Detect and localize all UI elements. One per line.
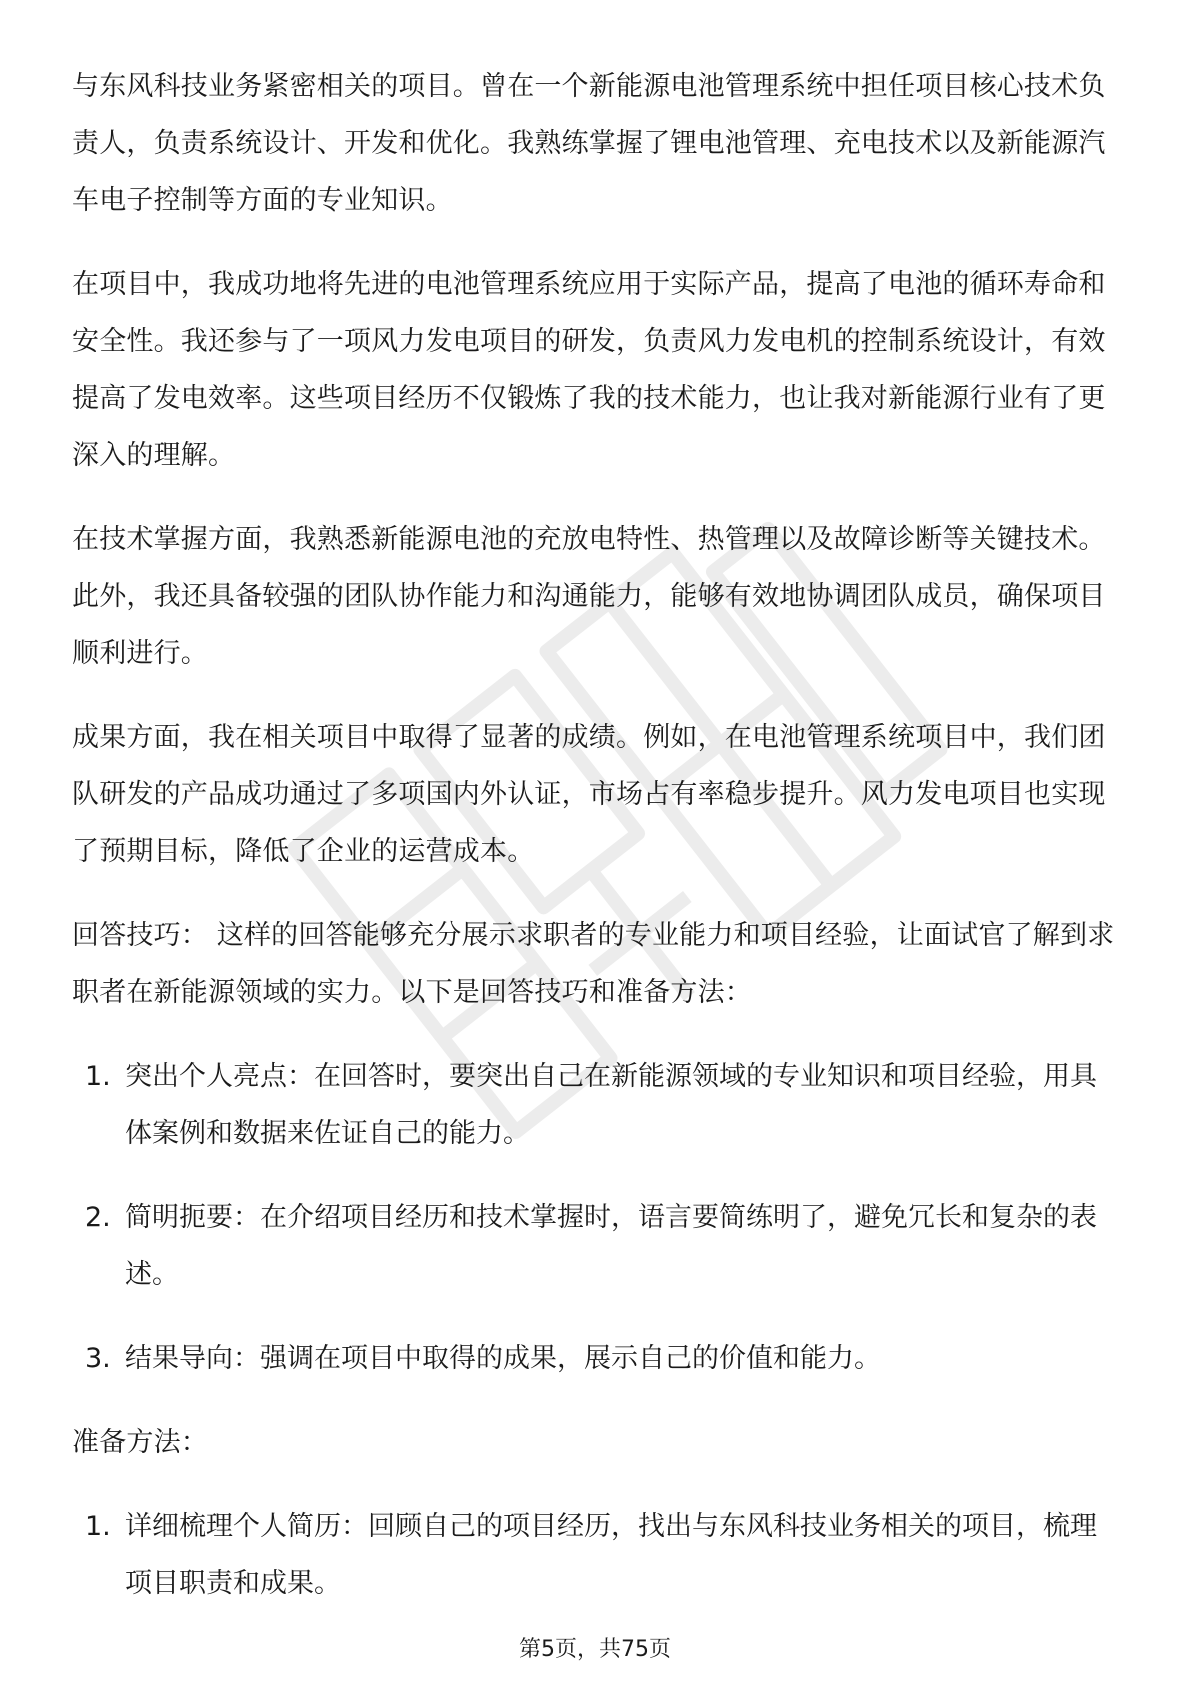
list-item: [72, 1330, 1117, 1387]
list-item: [72, 1498, 1117, 1612]
list-number: 2.: [85, 1202, 111, 1233]
paragraph-project-details: 在项目中，我成功地将先进的电池管理系统应用于实际产品，提高了电池的循环寿命和安全性。我还参与了一项风力发电项目的研发，负责风力发电机的控制系统设计，有效提高了发电效率。这些项目经历不仅锻炼了我的技术能力，也让我对新能源行业有了更深入的理解。: [72, 269, 1106, 471]
prep-heading: 准备方法：: [72, 1427, 208, 1458]
list-number: 1.: [85, 1061, 111, 1092]
list-number: 3.: [85, 1343, 111, 1374]
paragraph-project-intro: 与东风科技业务紧密相关的项目。曾在一个新能源电池管理系统中担任项目核心技术负责人，负责系统设计、开发和优化。我熟练掌握了锂电池管理、充电技术以及新能源汽车电子控制等方面的专业知识。: [72, 71, 1106, 216]
list-item: [72, 1189, 1117, 1303]
paragraph-answer-tips: 回答技巧： 这样的回答能够充分展示求职者的专业能力和项目经验，让面试官了解到求职者在新能源领域的实力。以下是回答技巧和准备方法：: [72, 920, 1115, 1008]
prep-list: [72, 1498, 1117, 1612]
list-item-text: 突出个人亮点：在回答时，要突出自己在新能源领域的专业知识和项目经验，用具体案例和数据来佐证自己的能力。: [125, 1061, 1097, 1149]
list-item-text: 详细梳理个人简历：回顾自己的项目经历，找出与东风科技业务相关的项目，梳理项目职责和成果。: [125, 1511, 1097, 1599]
main-content: [72, 58, 1117, 1639]
list-item-text: 简明扼要：在介绍项目经历和技术掌握时，语言要简练明了，避免冗长和复杂的表述。: [125, 1202, 1097, 1290]
tips-list: [72, 1048, 1117, 1387]
paragraph-tech-skills: 在技术掌握方面，我熟悉新能源电池的充放电特性、热管理以及故障诊断等关键技术。此外，我还具备较强的团队协作能力和沟通能力，能够有效地协调团队成员，确保项目顺利进行。: [72, 524, 1106, 669]
list-item: [72, 1048, 1117, 1162]
list-item-text: 结果导向：强调在项目中取得的成果，展示自己的价值和能力。: [125, 1343, 881, 1374]
page-footer: 第5页，共75页: [519, 1637, 671, 1662]
paragraph-achievements: 成果方面，我在相关项目中取得了显著的成绩。例如，在电池管理系统项目中，我们团队研发的产品成功通过了多项国内外认证，市场占有率稳步提升。风力发电项目也实现了预期目标，降低了企业的运营成本。: [72, 722, 1106, 867]
list-number: 1.: [85, 1511, 111, 1542]
